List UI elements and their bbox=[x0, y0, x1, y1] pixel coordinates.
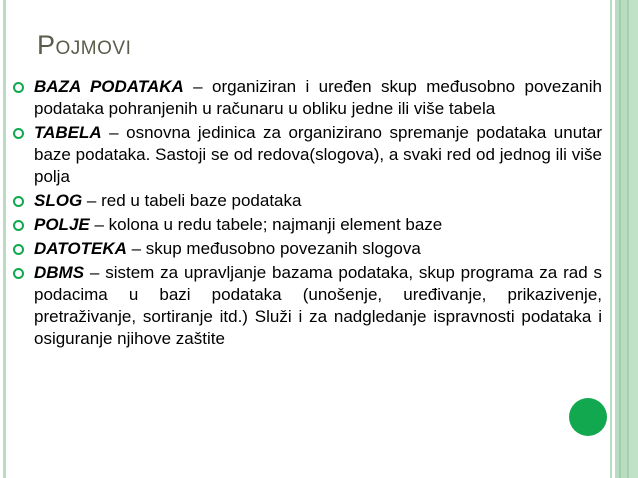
bullet-icon bbox=[13, 196, 24, 207]
list-item: POLJE – kolona u redu tabele; najmanji element baze bbox=[12, 214, 602, 236]
bullet-icon bbox=[13, 82, 24, 93]
bullet-icon bbox=[13, 268, 24, 279]
list-item: BAZA PODATAKA – organiziran i uređen skup međusobno povezanih podataka pohranjenih u računaru u obliku jedne ili više tabela bbox=[12, 76, 602, 120]
bullet-icon bbox=[13, 128, 24, 139]
list-item: DATOTEKA – skup međusobno povezanih slogova bbox=[12, 238, 602, 260]
bullet-icon bbox=[13, 244, 24, 255]
bullet-icon bbox=[13, 220, 24, 231]
left-border-line bbox=[3, 0, 6, 478]
definition-list bbox=[12, 76, 602, 352]
green-circle-decoration bbox=[569, 398, 607, 436]
list-item: SLOG – red u tabeli baze podataka bbox=[12, 190, 602, 212]
list-item: DBMS – sistem za upravljanje bazama podataka, skup programa za rad s podacima u bazi podataka (unošenje, uređivanje, prikazivenje, pretraživanje, sortiranje itd.) Služi i za nadgledanje ispravnosti podataka i osiguranje njihove zaštite bbox=[12, 262, 602, 350]
slide-title: Pojmovi bbox=[37, 30, 132, 60]
right-stripe-decoration bbox=[610, 0, 638, 478]
list-item: TABELA – osnovna jedinica za organizirano spremanje podataka unutar baze podataka. Sastoji se od redova(slogova), a svaki red od jednog ili više polja bbox=[12, 122, 602, 188]
